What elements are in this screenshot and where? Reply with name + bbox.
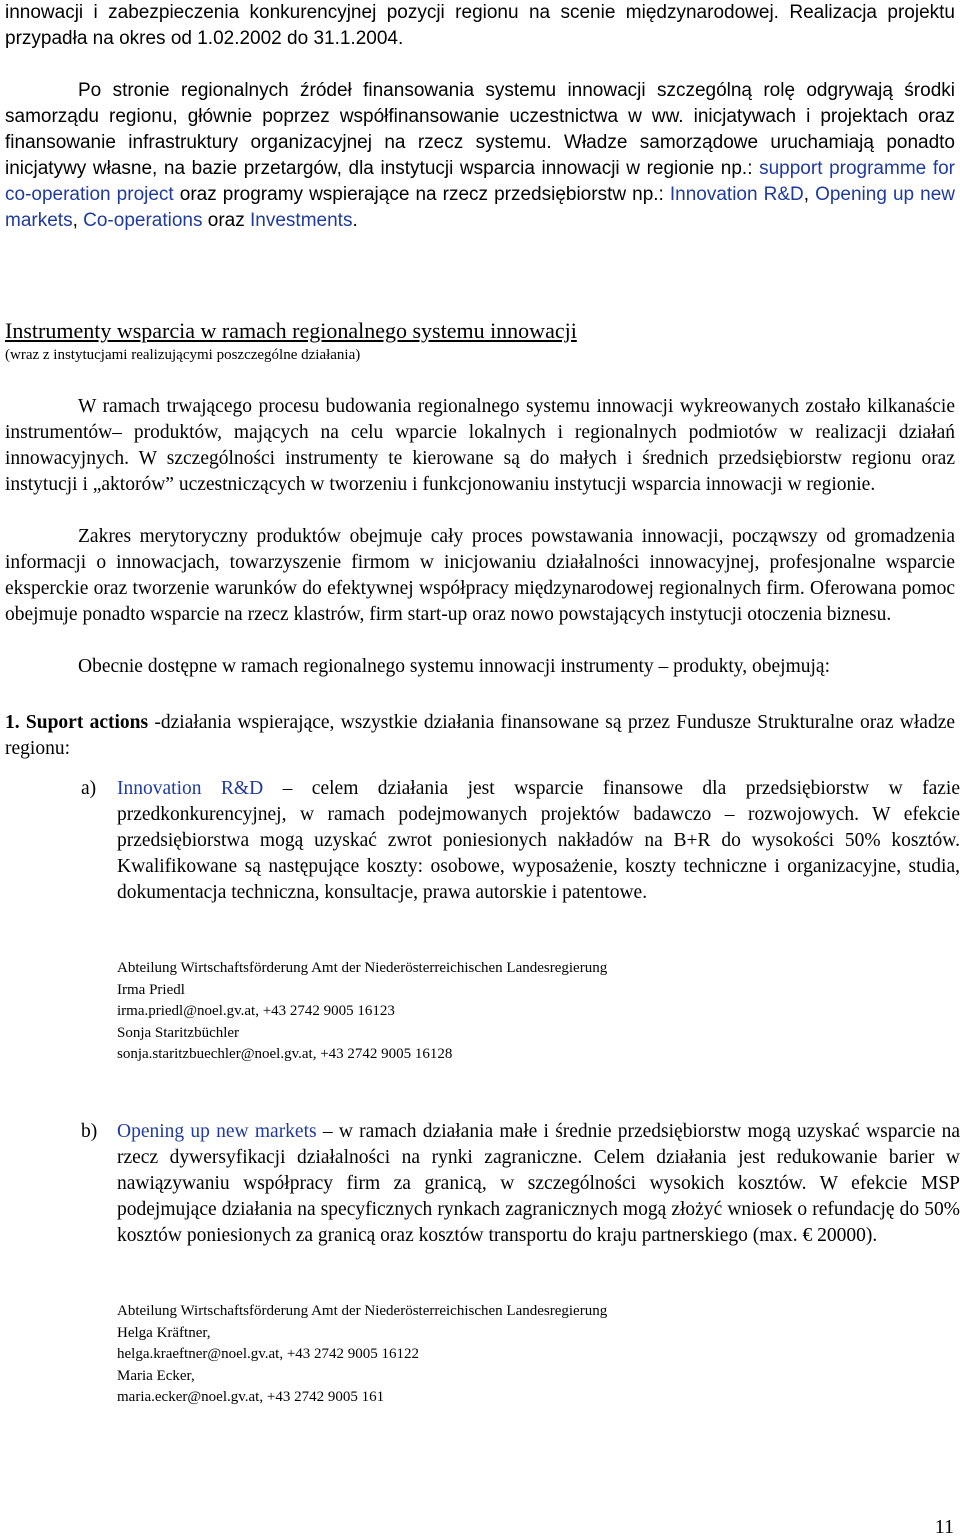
co-operations-link: Co-operations [83,210,203,231]
list-item-label: a) [81,778,97,799]
contact-email-phone: sonja.staritzbuechler@noel.gv.at, +43 2742 9005 16128 [117,1046,453,1063]
contact-name: Sonja Staritzbüchler [117,1024,240,1041]
contact-name: Helga Kräftner, [117,1324,211,1341]
intro-paragraph-2-mid: oraz programy wspierające na rzecz przedsiębiorstw np.: [173,184,670,205]
body-paragraph-1 [5,394,955,498]
period: . [352,210,358,231]
contact-email-phone: maria.ecker@noel.gv.at, +43 2742 9005 161 [117,1389,385,1406]
body-paragraph-3-text: Obecnie dostępne w ramach regionalnego systemu innowacji instrumenty – produkty, obejmują: [78,656,831,677]
contact-block-b [117,1301,607,1409]
body-paragraph-2-text: Zakres merytoryczny produktów obejmuje cały proces powstawania innowacji, począwszy od gromadzenia informacji o innowacjach, towarzyszenie firmom w inicjowaniu działalności innowacyjnej, profesjonalne wsparcie eksperckie oraz tworzenie warunków do efektywnej współpracy międzynarodowej regionalnych firm. Oferowana pomoc obejmuje ponadto wsparcie na rzecz klastrów, firm start-up oraz nowo powstających instytucji otoczenia biznesu. [5,526,955,625]
list-item-body [117,1119,960,1249]
separator: , [803,184,816,205]
innovation-rd-link: Innovation R&D [669,184,804,205]
intro-paragraph-2-text: Po stronie regionalnych źródeł finansowania systemu innowacji szczególną rolę odgrywają środki samorządu regionu, głównie poprzez współfinansowanie uczestnictwa w ww. inicjatywach i projektach oraz finansowanie infrastruktury organizacyjnej na rzecz systemu. Władze samorządowe uruchamiają ponadto inicjatywy własne, na bazie przetargów, dla instytucji wsparcia innowacji w regionie np.: [5,80,955,179]
list-item-label: b) [81,1121,98,1142]
section-heading: Instrumenty wsparcia w ramach regionalnego systemu innowacji [5,318,577,343]
body-paragraph-2 [5,524,955,628]
contact-department: Abteilung Wirtschaftsförderung Amt der Niederösterreichischen Landesregierung [117,960,608,976]
opening-markets-title: Opening up new markets [117,1121,317,1142]
body-paragraph-1-text: W ramach trwającego procesu budowania regionalnego systemu innowacji wykreowanych zostało kilkanaście instrumentów– produktów, mających na celu wparcie lokalnych i regionalnych podmiotów w realizacji działań innowacyjnych. W szczególności instrumenty te kierowane są do małych i średnich przedsiębiorstw regionu oraz instytucji i „aktorów” uczestniczących w tworzeniu i funkcjonowaniu instytucji wsparcia innowacji w regionie. [5,396,955,495]
support-actions-paragraph [5,710,955,762]
support-programme-link: support programme for co-operation project [5,158,955,205]
support-actions-text: -działania wspierające, wszystkie działania finansowane są przez Fundusze Strukturalne oraz władze regionu: [5,712,956,759]
list-item-text: – w ramach działania małe i średnie przedsiębiorstw mogą uzyskać wsparcie na rzecz dywersyfikacji działalności na rynki zagraniczne. Celem działania jest redukowanie barier w nawiązywaniu współpracy firm za granicą, w szczególności wysokich kosztów. W efekcie MSP podejmujące działania na specyficznych rynkach zagranicznych mogą złożyć wniosek o refundację do 50% kosztów poniesionych za granicą oraz kosztów transportu do kraju partnerskiego (max. € 20000). [117,1121,960,1246]
list-item-body [117,776,960,906]
investments-link: Investments [250,210,353,231]
conjunction: oraz [202,210,251,231]
contact-email-phone: helga.kraeftner@noel.gv.at, +43 2742 9005 16122 [117,1346,420,1363]
page-number: 11 [934,1516,954,1538]
intro-paragraph-1-text: innowacji i zabezpieczenia konkurencyjnej pozycji regionu na scenie międzynarodowej. Realizacja projektu przypadła na okres od 1.02.2002 do 31.1.2004. [5,2,955,49]
support-actions-title: 1. Suport actions [5,712,149,733]
section-subheading: (wraz z instytucjami realizującymi poszczególne działania) [5,347,361,363]
contact-name: Irma Priedl [117,981,185,998]
contact-department: Abteilung Wirtschaftsförderung Amt der Niederösterreichischen Landesregierung [117,1303,608,1319]
opening-markets-link: Opening up new markets [5,184,956,231]
innovation-rd-title: Innovation R&D [117,778,264,799]
intro-paragraph-2 [5,78,955,234]
intro-paragraph-1 [5,0,955,52]
contact-name: Maria Ecker, [117,1367,195,1384]
contact-block-a [117,958,607,1066]
separator: , [72,210,84,231]
list-item-text: – celem działania jest wsparcie finansowe dla przedsiębiorstw w fazie przedkonkurencyjnej, w ramach podejmowanych projektów badawczo – rozwojowych. W efekcie przedsiębiorstwa mogą uzyskać zwrot poniesionych nakładów na B+R do wysokości 50% kosztów. Kwalifikowane są następujące koszty: osobowe, wyposażenie, koszty techniczne i organizacyjne, studia, dokumentacja techniczna, konsultacje, prawa autorskie i patentowe. [117,778,960,903]
body-paragraph-3 [5,654,955,680]
contact-email-phone: irma.priedl@noel.gv.at, +43 2742 9005 16123 [117,1003,395,1020]
